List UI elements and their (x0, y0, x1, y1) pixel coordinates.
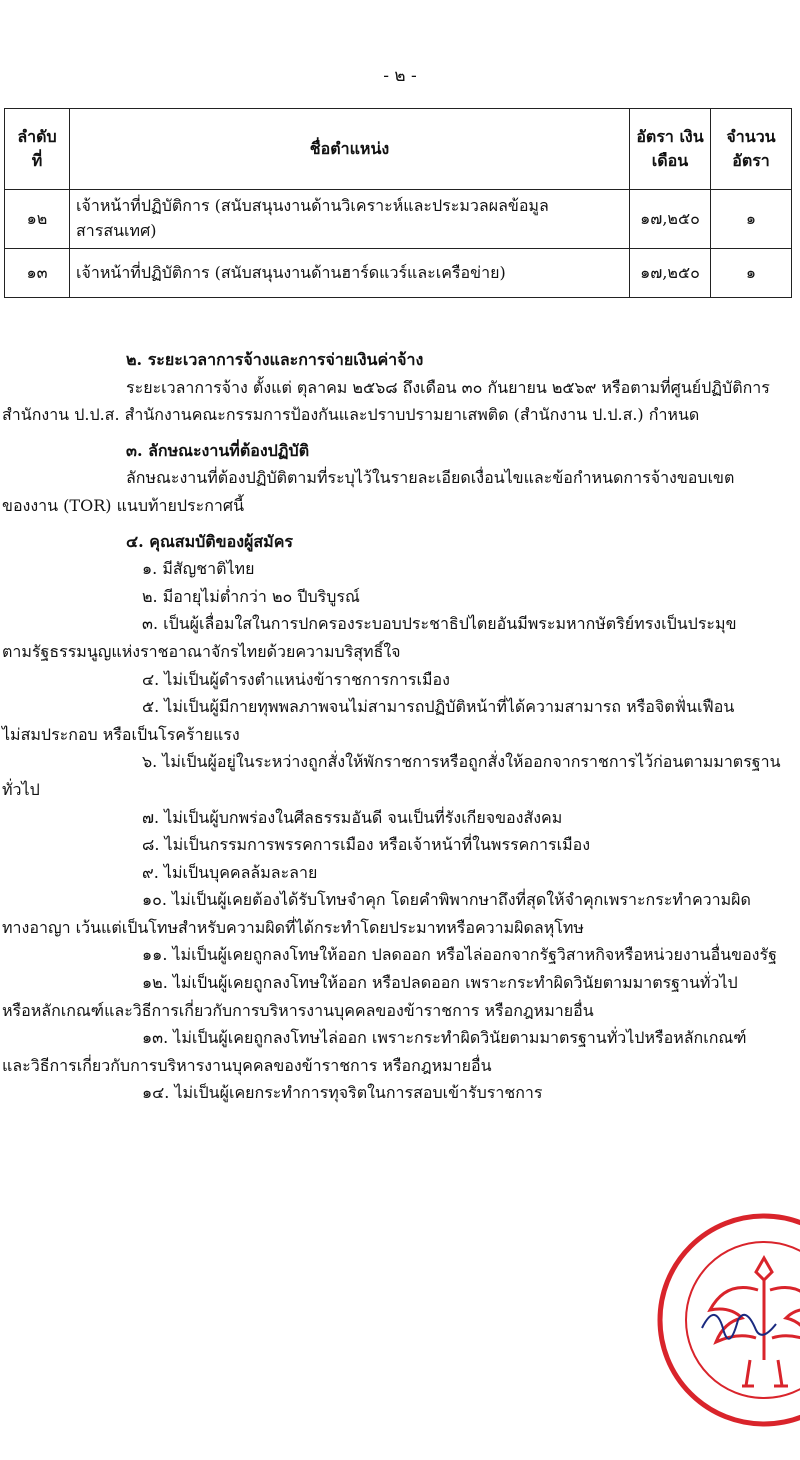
header-no: ลำดับ ที่ (5, 109, 70, 190)
qualification-item: ๖. ไม่เป็นผู้อยู่ในระหว่างถูกสั่งให้พักราชการหรือถูกสั่งให้ออกจากราชการไว้ก่อนตามมาตรฐานทั่วไป (2, 752, 781, 799)
qualification-item-continuation: และวิธีการเกี่ยวกับการบริหารงานบุคคลของข้าราชการ หรือกฎหมายอื่น (2, 1055, 492, 1075)
paragraph-line: ลักษณะงานที่ต้องปฏิบัติตามที่ระบุไว้ในรายละเอียดเงื่อนไขและข้อกำหนดการจ้างขอบเขต (126, 468, 735, 488)
qualification-item: ๙. ไม่เป็นบุคคลล้มละลาย (142, 862, 318, 882)
header-position: ชื่อตำแหน่ง (70, 109, 630, 190)
row-rate: ๑๗,๒๕๐ (630, 249, 711, 298)
qualification-item: ๔. ไม่เป็นผู้ดำรงตำแหน่งข้าราชการการเมือง (142, 669, 450, 689)
qualification-item-continuation: ตามรัฐธรรมนูญแห่งราชอาณาจักรไทยด้วยความบริสุทธิ์ใจ (2, 641, 401, 661)
header-rate: อัตรา เงินเดือน (630, 109, 711, 190)
header-count: จำนวน อัตรา (711, 109, 792, 190)
table-row (5, 249, 792, 298)
qualification-item: ๘. ไม่เป็นกรรมการพรรคการเมือง หรือเจ้าหน้าที่ในพรรคการเมือง (142, 835, 591, 855)
position-table (4, 108, 792, 298)
paragraph-line: สำนักงาน ป.ป.ส. สำนักงานคณะกรรมการป้องกันและปราบปรามยาเสพติด (สำนักงาน ป.ป.ส.) กำหนด (2, 405, 700, 425)
document-body (2, 346, 792, 1107)
qualification-item: ๕. ไม่เป็นผู้มีกายทุพพลภาพจนไม่สามารถปฏิบัติหน้าที่ได้ความสามารถ หรือจิตฟั่นเฟือน (142, 697, 735, 717)
qualification-item: ๒. มีอายุไม่ต่ำกว่า ๒๐ ปีบริบูรณ์ (142, 586, 360, 606)
qualification-item: ๑๒. ไม่เป็นผู้เคยถูกลงโทษให้ออก หรือปลดออก เพราะกระทำผิดวินัยตามมาตรฐานทั่วไป (142, 973, 738, 993)
row-count: ๑ (711, 190, 792, 249)
qualification-item: ๑๔. ไม่เป็นผู้เคยกระทำการทุจริตในการสอบเข้ารับราชการ (142, 1083, 543, 1103)
paragraph-line: ของงาน (TOR) แนบท้ายประกาศนี้ (2, 495, 245, 515)
paragraph-line: ระยะเวลาการจ้าง ตั้งแต่ ตุลาคม ๒๕๖๘ ถึงเดือน ๓๐ กันยายน ๒๕๖๙ หรือตามที่ศูนย์ปฏิบัติการ (126, 377, 770, 397)
official-seal-stamp (646, 1210, 800, 1460)
qualification-item-continuation: ทางอาญา เว้นแต่เป็นโทษสำหรับความผิดที่ได้กระทำโดยประมาทหรือความผิดลหุโทษ (2, 917, 584, 937)
qualification-item: ๑๓. ไม่เป็นผู้เคยถูกลงโทษไล่ออก เพราะกระทำผิดวินัยตามมาตรฐานทั่วไปหรือหลักเกณฑ์ (142, 1028, 747, 1048)
table-header-row (5, 109, 792, 190)
row-rate: ๑๗,๒๕๐ (630, 190, 711, 249)
qualification-item-continuation: หรือหลักเกณฑ์และวิธีการเกี่ยวกับการบริหารงานบุคคลของข้าราชการ หรือกฎหมายอื่น (2, 1000, 594, 1020)
row-count: ๑ (711, 249, 792, 298)
qualification-item: ๑. มีสัญชาติไทย (142, 559, 255, 579)
section-heading: ๔. คุณสมบัติของผู้สมัคร (126, 531, 293, 551)
qualification-item: ๑๐. ไม่เป็นผู้เคยต้องได้รับโทษจำคุก โดยคำพิพากษาถึงที่สุดให้จำคุกเพราะกระทำความผิด (142, 890, 751, 910)
table-row (5, 190, 792, 249)
row-no: ๑๓ (5, 249, 70, 298)
section-heading: ๒. ระยะเวลาการจ้างและการจ่ายเงินค่าจ้าง (126, 350, 424, 369)
page-number: - ๒ - (383, 66, 417, 86)
qualification-item-continuation: ไม่สมประกอบ หรือเป็นโรคร้ายแรง (2, 724, 240, 744)
qualification-item: ๗. ไม่เป็นผู้บกพร่องในศีลธรรมอันดี จนเป็นที่รังเกียจของสังคม (142, 807, 563, 827)
row-no: ๑๒ (5, 190, 70, 249)
qualification-item: ๓. เป็นผู้เลื่อมใสในการปกครองระบอบประชาธิปไตยอันมีพระมหากษัตริย์ทรงเป็นประมุข (142, 614, 737, 634)
row-position: เจ้าหน้าที่ปฏิบัติการ (สนับสนุนงานด้านฮาร์ดแวร์และเครือข่าย) (70, 249, 630, 298)
qualification-item: ๑๑. ไม่เป็นผู้เคยถูกลงโทษให้ออก ปลดออก หรือไล่ออกจากรัฐวิสาหกิจหรือหน่วยงานอื่นของรัฐ (142, 945, 777, 965)
qualification-list (2, 555, 792, 1107)
row-position: เจ้าหน้าที่ปฏิบัติการ (สนับสนุนงานด้านวิเคราะห์และประมวลผลข้อมูลสารสนเทศ) (70, 190, 630, 249)
garuda-emblem-icon (710, 1258, 800, 1386)
section-heading: ๓. ลักษณะงานที่ต้องปฏิบัติ (126, 440, 310, 460)
